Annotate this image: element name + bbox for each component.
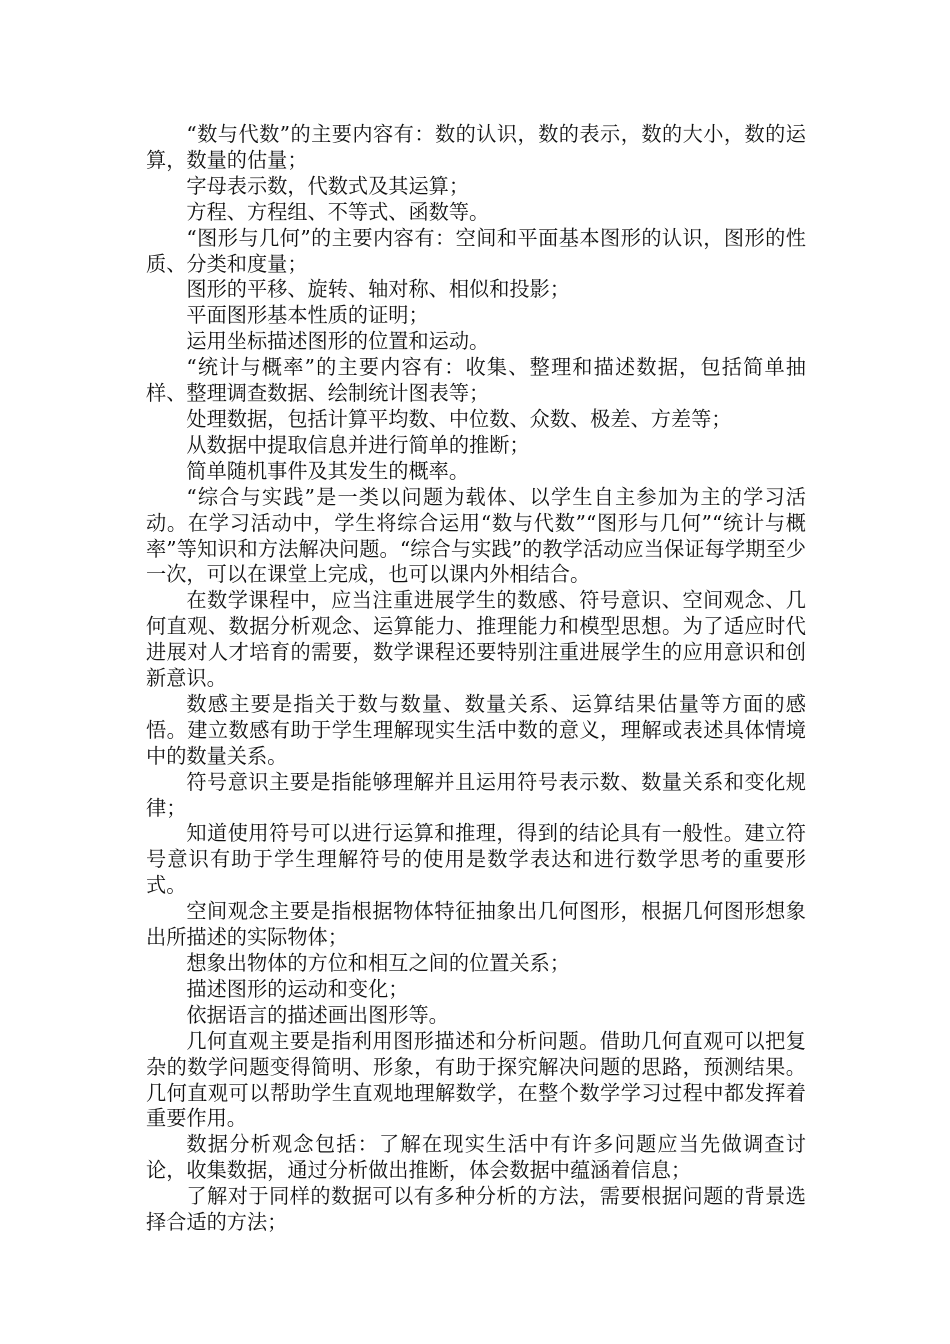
paragraph: 从数据中提取信息并进行简单的推断； (186, 432, 530, 457)
paragraph: “数与代数”的主要内容有：数的认识，数的表示，数的大小，数的运算，数量的估量； (146, 122, 806, 172)
paragraph: 字母表示数，代数式及其运算； (186, 173, 470, 198)
paragraph: 描述图形的运动和变化； (186, 976, 409, 1001)
paragraph: 知道使用符号可以进行运算和推理，得到的结论具有一般性。建立符号意识有助于学生理解符号的使用是数学表达和进行数学思考的重要形式。 (146, 821, 806, 898)
paragraph: 符号意识主要是指能够理解并且运用符号表示数、数量关系和变化规律； (146, 769, 806, 820)
paragraph: 在数学课程中，应当注重进展学生的数感、符号意识、空间观念、几何直观、数据分析观念、运算能力、推理能力和模型思想。为了适应时代进展对人才培育的需要，数学课程还要特别注重进展学生的应用意识和创新意识。 (146, 588, 806, 691)
paragraph: 了解对于同样的数据可以有多种分析的方法，需要根据问题的背景选择合适的方法； (146, 1184, 806, 1235)
paragraph: “综合与实践”是一类以问题为载体、以学生自主参加为主的学习活动。在学习活动中，学生将综合运用“数与代数”“图形与几何”“统计与概率”等知识和方法解决问题。“综合与实践”的教学活动应当保证每学期至少一次，可以在课堂上完成，也可以课内外相结合。 (146, 484, 806, 587)
paragraph: “统计与概率”的主要内容有：收集、整理和描述数据，包括简单抽样、整理调查数据、绘制统计图表等； (146, 355, 806, 406)
paragraph: 想象出物体的方位和相互之间的位置关系； (186, 951, 570, 975)
paragraph: 处理数据，包括计算平均数、中位数、众数、极差、方差等； (186, 406, 732, 431)
paragraph: 方程、方程组、不等式、函数等。 (186, 199, 490, 224)
paragraph: 图形的平移、旋转、轴对称、相似和投影； (186, 277, 570, 302)
paragraph: 几何直观主要是指利用图形描述和分析问题。借助几何直观可以把复杂的数学问题变得简明、形象，有助于探究解决问题的思路，预测结果。几何直观可以帮助学生直观地理解数学，在整个数学学习过程中都发挥着重要作用。 (146, 1028, 806, 1131)
paragraph: 运用坐标描述图形的位置和运动。 (186, 329, 490, 354)
paragraph: 数据分析观念包括：了解在现实生活中有许多问题应当先做调查讨论，收集数据，通过分析做出推断，体会数据中蕴涵着信息； (146, 1132, 806, 1183)
paragraph: 平面图形基本性质的证明； (186, 303, 429, 328)
paragraph: 依据语言的描述画出图形等。 (186, 1002, 449, 1027)
paragraph: 数感主要是指关于数与数量、数量关系、运算结果估量等方面的感悟。建立数感有助于学生理解现实生活中数的意义，理解或表述具体情境中的数量关系。 (146, 691, 806, 768)
document-body (146, 122, 806, 1236)
paragraph: 空间观念主要是指根据物体特征抽象出几何图形，根据几何图形想象出所描述的实际物体； (146, 899, 806, 950)
paragraph: 简单随机事件及其发生的概率。 (186, 458, 470, 483)
paragraph: “图形与几何”的主要内容有：空间和平面基本图形的认识，图形的性质、分类和度量； (146, 225, 806, 276)
